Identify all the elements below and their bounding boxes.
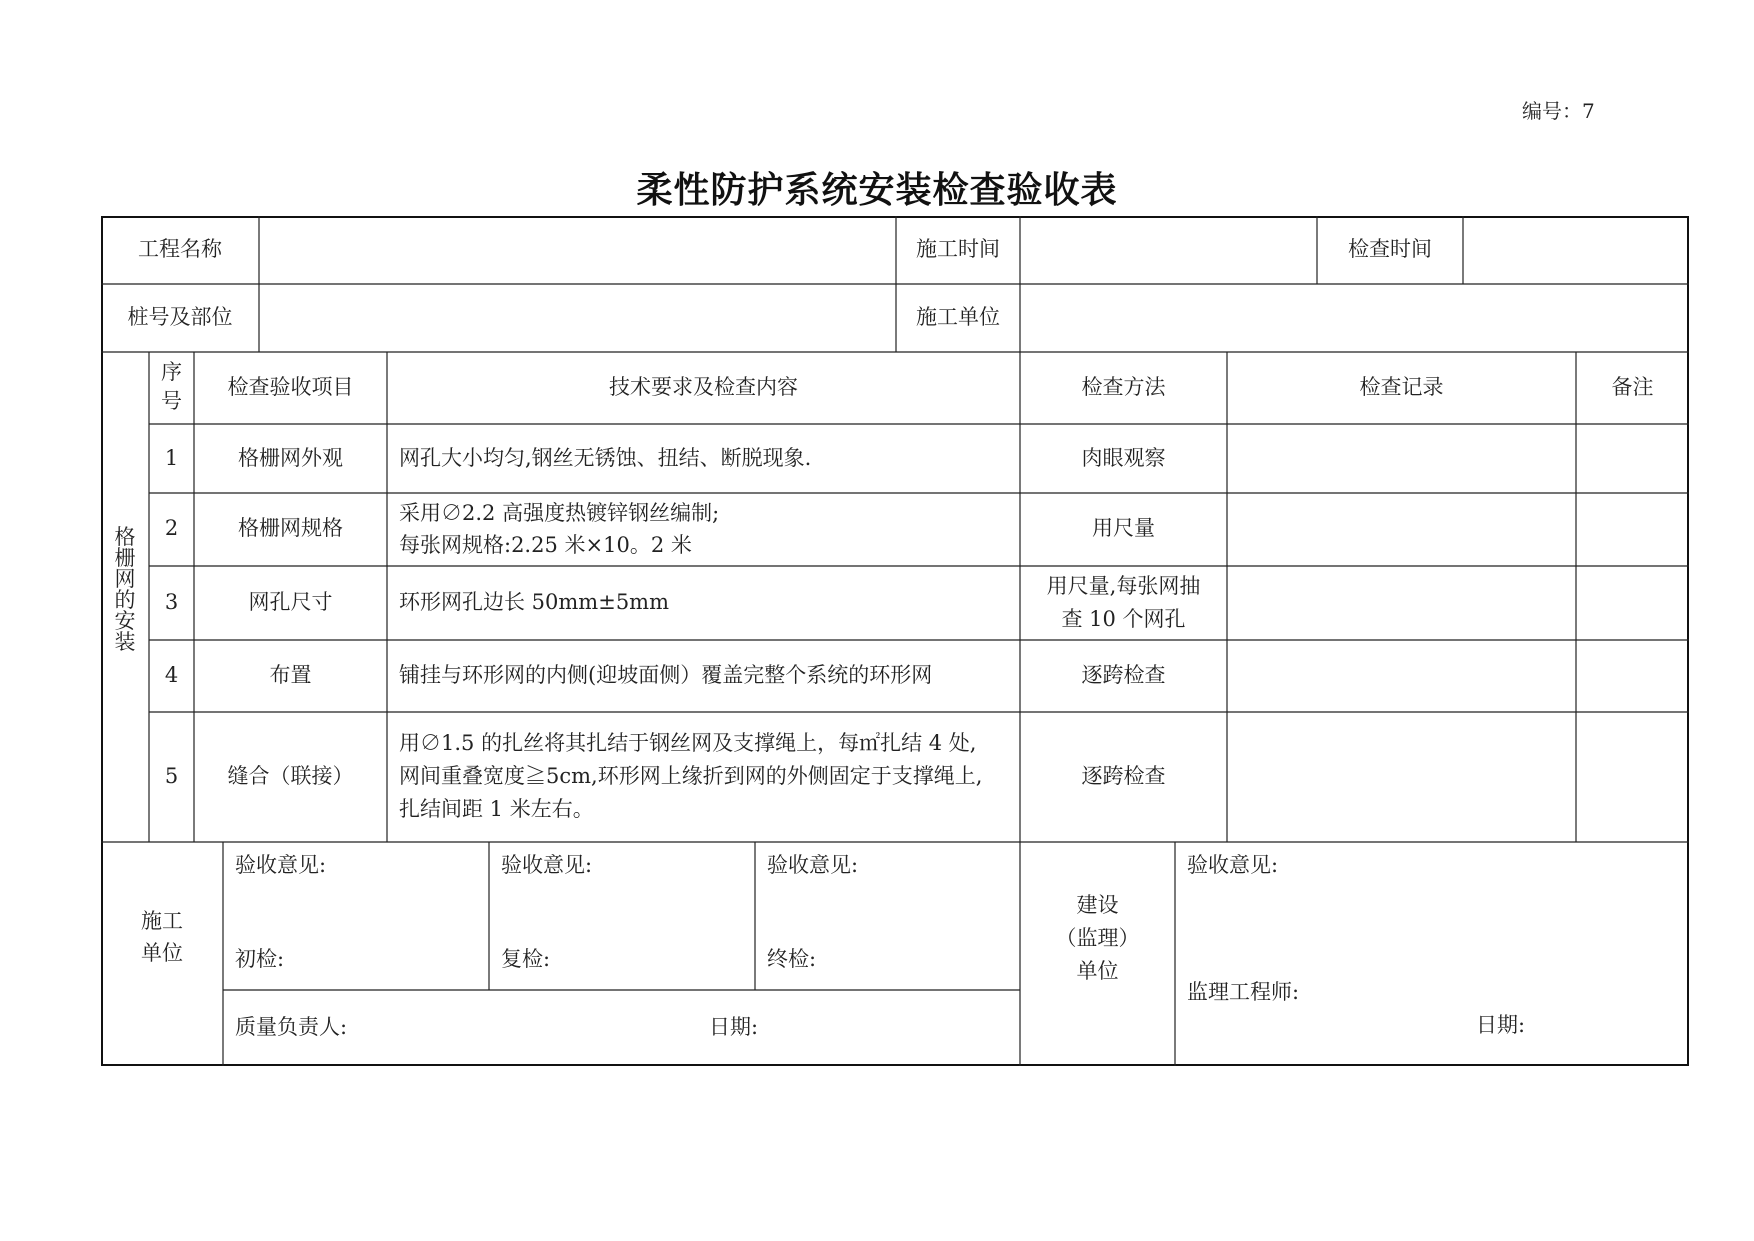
owner-date-label: 日期: <box>1476 1013 1526 1037</box>
row-4-method: 逐跨检查 <box>1081 663 1166 687</box>
contractor-label-line-2: 单位 <box>141 941 183 965</box>
owner-label-line-2: （监理） <box>1055 926 1140 950</box>
row-3-item: 网孔尺寸 <box>248 590 333 614</box>
form-grid-lines <box>101 216 1689 1066</box>
row-2-method: 用尺量 <box>1092 516 1155 540</box>
row-5-item: 缝合（联接） <box>227 764 354 788</box>
row-4-seq: 4 <box>164 663 179 687</box>
row-5-seq: 5 <box>164 764 179 788</box>
owner-opinion-label: 验收意见: <box>1187 853 1279 877</box>
row-5-requirement-line-1: 用∅1.5 的扎丝将其扎结于钢丝网及支撑绳上，每㎡扎结 4 处, <box>399 731 977 755</box>
method-column-header: 检查方法 <box>1081 375 1166 399</box>
project-name-label: 工程名称 <box>138 237 222 261</box>
row-5-method: 逐跨检查 <box>1081 764 1166 788</box>
row-5-requirement-line-2: 网间重叠宽度≧5cm,环形网上缘折到网的外侧固定于支撑绳上, <box>399 764 983 788</box>
contractor-date-label: 日期: <box>709 1015 759 1039</box>
note-column-header: 备注 <box>1611 375 1654 399</box>
row-1-seq: 1 <box>164 446 179 470</box>
initial-check-label: 初检: <box>235 947 285 971</box>
recheck-label: 复检: <box>501 947 551 971</box>
item-column-header: 检查验收项目 <box>227 375 354 399</box>
row-2-item: 格栅网规格 <box>238 516 343 540</box>
requirement-column-header: 技术要求及检查内容 <box>609 375 798 399</box>
section-label: 格栅网的安装 <box>114 525 136 654</box>
initial-opinion-label: 验收意见: <box>235 853 327 877</box>
inspection-form <box>101 216 1689 1066</box>
station-label: 桩号及部位 <box>127 305 233 329</box>
owner-label-line-1: 建设 <box>1076 893 1119 917</box>
record-column-header: 检查记录 <box>1359 375 1444 399</box>
final-check-label: 终检: <box>767 947 817 971</box>
contractor-label-line-1: 施工 <box>141 909 183 933</box>
supervisor-label: 监理工程师: <box>1187 980 1300 1004</box>
document-number: 编号：7 <box>1522 99 1595 123</box>
final-opinion-label: 验收意见: <box>767 853 859 877</box>
row-4-requirement: 铺挂与环形网的内侧(迎坡面侧）覆盖完整个系统的环形网 <box>399 663 933 687</box>
inspection-time-label: 检查时间 <box>1348 237 1432 261</box>
document-title: 柔性防护系统安装检查验收表 <box>636 169 1118 211</box>
re-opinion-label: 验收意见: <box>501 853 593 877</box>
row-2-requirement-line-1: 采用∅2.2 高强度热镀锌钢丝编制; <box>399 501 720 525</box>
row-1-item: 格栅网外观 <box>238 446 343 470</box>
seq-column-header: 序号 <box>161 360 182 413</box>
row-5-requirement-line-3: 扎结间距 1 米左右。 <box>399 797 594 821</box>
construction-unit-label: 施工单位 <box>916 305 1000 329</box>
row-4-item: 布置 <box>269 663 312 687</box>
row-2-seq: 2 <box>164 516 179 540</box>
construction-time-label: 施工时间 <box>916 237 1000 261</box>
row-3-method-line-2: 查 10 个网孔 <box>1061 607 1186 631</box>
row-3-seq: 3 <box>164 590 179 614</box>
row-1-requirement: 网孔大小均匀,钢丝无锈蚀、扭结、断脱现象. <box>399 446 812 470</box>
row-3-method-line-1: 用尺量,每张网抽 <box>1046 574 1201 598</box>
row-2-requirement-line-2: 每张网规格:2.25 米×10。2 米 <box>399 533 692 557</box>
row-3-requirement: 环形网孔边长 50mm±5mm <box>399 590 670 614</box>
row-1-method: 肉眼观察 <box>1081 446 1166 470</box>
quality-person-label: 质量负责人: <box>235 1015 348 1039</box>
owner-label-line-3: 单位 <box>1076 959 1119 983</box>
